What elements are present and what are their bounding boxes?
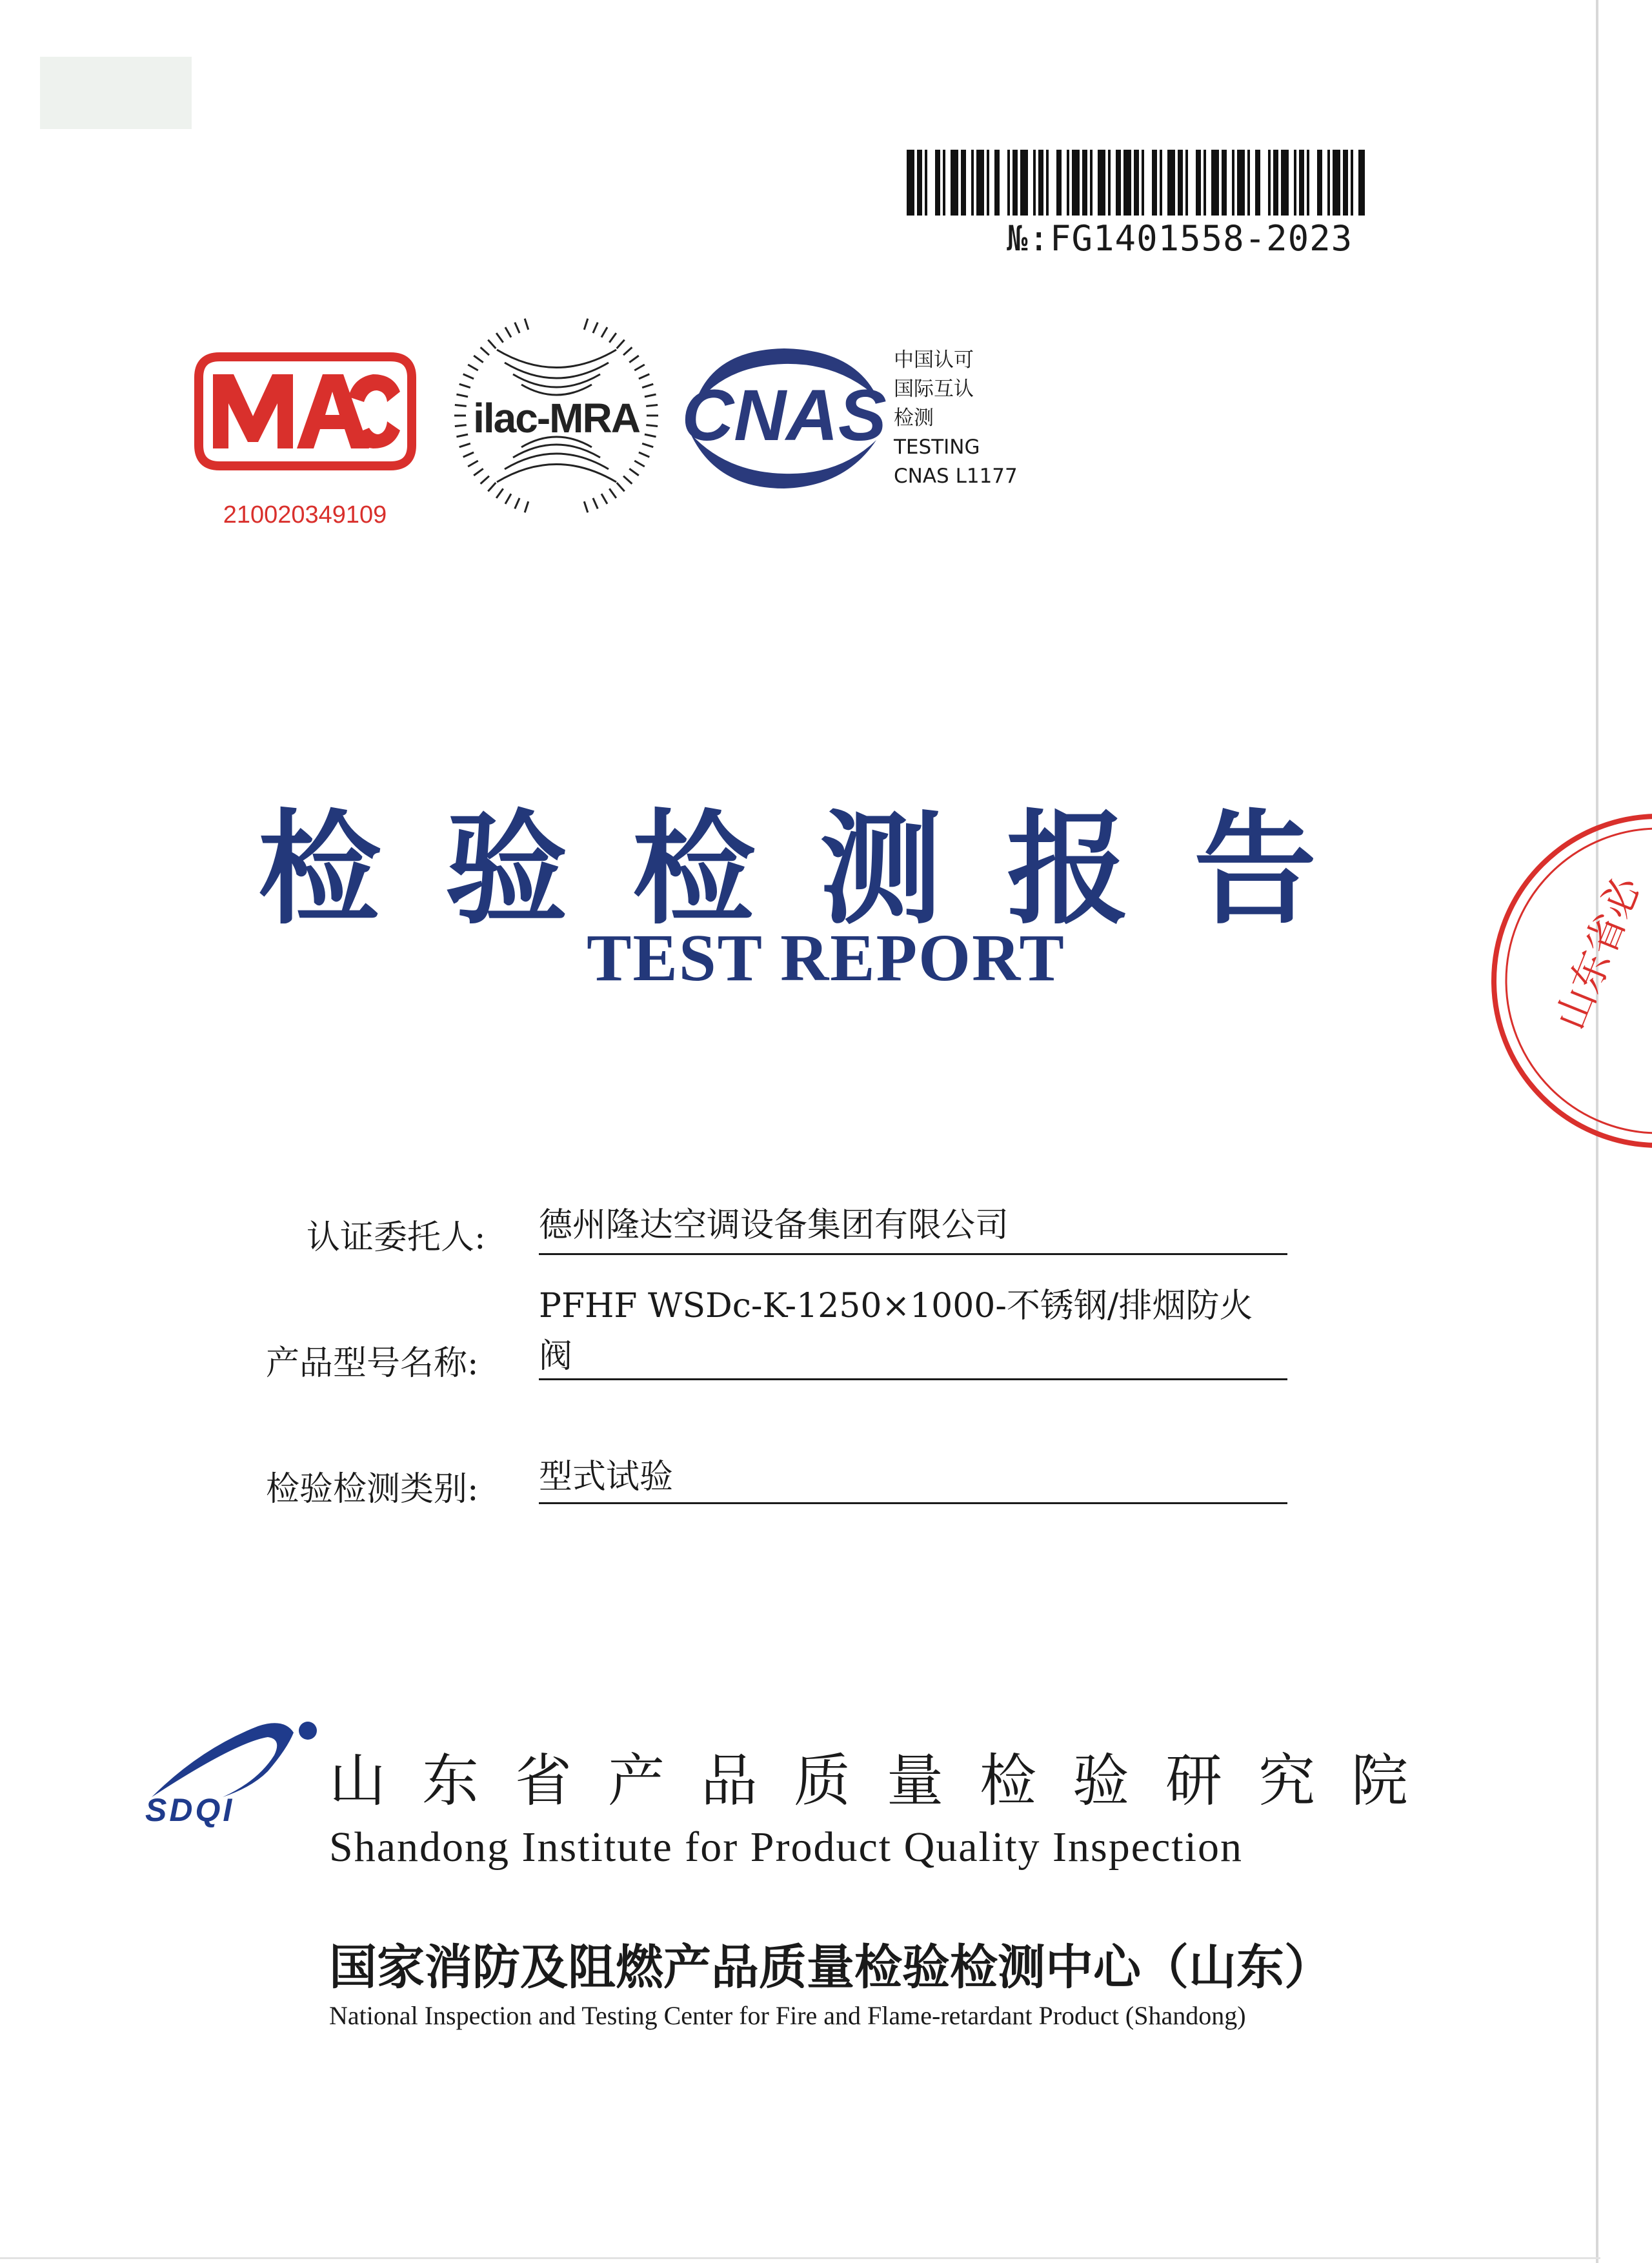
client-label: 认证委托人:: [307, 1218, 486, 1257]
client-value: 德州隆达空调设备集团有限公司: [539, 1206, 1009, 1245]
page-edge-bottom: [0, 2257, 1600, 2259]
sdqi-logo: [139, 1710, 332, 1826]
center-name-en: National Inspection and Testing Center for Fire and Flame-retardant Product (Shandong): [329, 2001, 1246, 2030]
cnas-line: 国际互认: [894, 377, 974, 401]
barcode: [907, 150, 1365, 216]
test-type-underline: [539, 1502, 1287, 1504]
seal-text: 山东省必: [1546, 870, 1650, 1036]
product-label: 产品型号名称:: [266, 1344, 479, 1383]
cnas-line: 中国认可: [894, 348, 974, 372]
cnas-accreditation-text: [894, 346, 1062, 491]
cma-number: 210020349109: [223, 501, 387, 528]
report-title-en: TEST REPORT: [587, 921, 1065, 995]
scan-smudge: [40, 57, 192, 129]
cma-logo: [194, 352, 416, 471]
institute-name-cn: 山东省产品质量检验研究院: [329, 1747, 1445, 1814]
sdqi-mark: SDQI: [145, 1792, 235, 1828]
client-underline: [539, 1253, 1287, 1255]
report-title-cn: 检验检测报告: [257, 797, 1381, 941]
product-underline: [539, 1378, 1287, 1380]
center-name-cn: 国家消防及阻燃产品质量检验检测中心（山东）: [329, 1940, 1332, 1995]
ilac-mra-logo: [452, 311, 661, 521]
report-number: №:FG1401558-2023: [1007, 218, 1353, 259]
institute-name-en: Shandong Institute for Product Quality Inspection: [329, 1824, 1243, 1871]
ilac-mark: ilac-MRA: [473, 395, 640, 441]
official-seal: [1484, 813, 1650, 1149]
test-type-value: 型式试验: [539, 1458, 674, 1496]
test-type-label: 检验检测类别:: [266, 1470, 479, 1509]
product-value: PFHF WSDc-K-1250×1000-不锈钢/排烟防火阀: [539, 1287, 1253, 1376]
cnas-line: 检测: [894, 407, 934, 430]
cnas-line: TESTING: [894, 436, 980, 459]
cnas-line: CNAS L1177: [894, 465, 1018, 488]
cnas-logo: [671, 337, 891, 498]
cnas-mark: CNAS: [681, 375, 887, 456]
